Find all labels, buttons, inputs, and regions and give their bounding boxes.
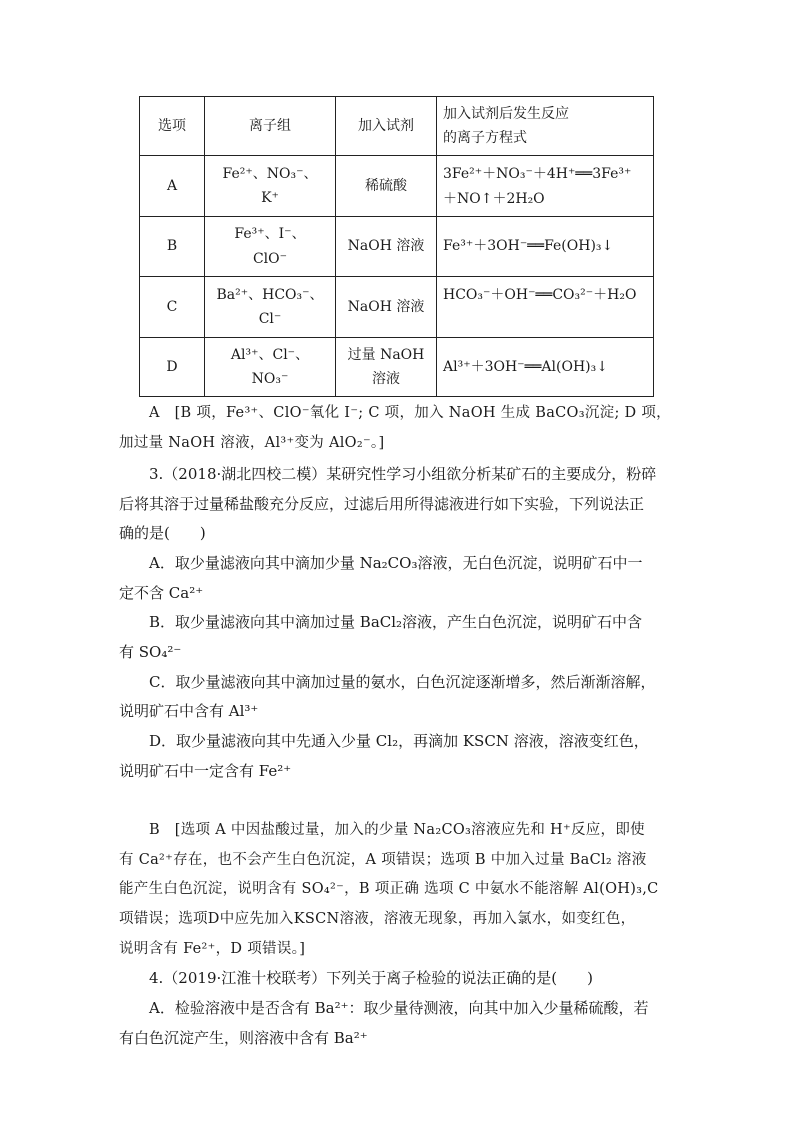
q3-option-a-line2: 定不含 Ca²⁺ (119, 584, 204, 602)
row-reagent: NaOH 溶液 (336, 217, 437, 277)
table-row (140, 338, 654, 397)
q3-answer-line4: 项错误；选项D中应先加入KSCN溶液，溶液无现象，再加入氯水，如变红色， (119, 911, 636, 927)
q3-stem-line2: 后将其溶于过量稀盐酸充分反应，过滤后用所得滤液进行如下实验，下列说法正 (119, 495, 645, 513)
ions-line1: Fe²⁺、NO₃⁻、 (222, 165, 318, 182)
q3-stem-line1: 3.（2018·湖北四校二模）某研究性学习小组欲分析某矿石的主要成分，粉碎 (149, 465, 657, 483)
answer2-line2: 加过量 NaOH 溶液，Al³⁺变为 AlO₂⁻。] (119, 435, 385, 451)
row-equation: Fe³⁺＋3OH⁻══Fe(OH)₃↓ (437, 217, 654, 277)
table-header-row (140, 97, 654, 156)
row-option: C (140, 277, 205, 338)
reagent-line1: 过量 NaOH (347, 346, 425, 363)
q3-option-b-line1: B．取少量滤液向其中滴加过量 BaCl₂溶液，产生白色沉淀，说明矿石中含 (149, 613, 643, 631)
q3-option-c-line1: C．取少量滤液向其中滴加过量的氨水，白色沉淀逐渐增多，然后渐渐溶解， (149, 673, 656, 691)
row-equation: Al³⁺＋3OH⁻══Al(OH)₃↓ (437, 338, 654, 397)
q4-stem: 4.（2019·江淮十校联考）下列关于离子检验的说法正确的是( ) (149, 969, 593, 987)
q3-option-b-line2: 有 SO₄²⁻ (119, 643, 182, 661)
row-option: D (140, 338, 205, 397)
reagent-line2: 溶液 (372, 371, 400, 387)
header-equation (437, 97, 654, 156)
q4-option-a-line2: 有白色沉淀产生，则溶液中含有 Ba²⁺ (119, 1029, 368, 1047)
table-row (140, 277, 654, 338)
equation-line2: ＋NO↑＋2H₂O (443, 190, 545, 207)
table-row (140, 156, 654, 217)
ions-line2: Cl⁻ (258, 311, 282, 327)
row-reagent: 稀硫酸 (336, 156, 437, 217)
ions-line1: Ba²⁺、HCO₃⁻、 (216, 286, 324, 303)
ion-table (139, 96, 654, 397)
ions-line1: Fe³⁺、I⁻、 (234, 226, 306, 242)
q3-answer-line2: 有 Ca²⁺存在，也不会产生白色沉淀，A 项错误；选项 B 中加入过量 BaCl₂ 溶液 (119, 852, 647, 868)
q3-answer-line5: 说明含有 Fe²⁺，D 项错误。] (119, 941, 306, 957)
answer2-line1: A [B 项，Fe³⁺、ClO⁻氧化 I⁻; C 项，加入 NaOH 生成 BaCO₃沉淀; D 项， (149, 405, 671, 421)
equation-line1: 3Fe²⁺＋NO₃⁻＋4H⁺══3Fe³⁺ (443, 166, 632, 182)
row-ions (205, 217, 336, 277)
ions-line2: K⁺ (261, 190, 279, 206)
ions-line2: ClO⁻ (252, 250, 288, 267)
row-ions (205, 338, 336, 397)
ions-line1: Al³⁺、Cl⁻、 (230, 346, 310, 363)
row-option: B (140, 217, 205, 277)
header-equation-line1: 加入试剂后发生反应 (443, 105, 569, 122)
row-option: A (140, 156, 205, 217)
table-row (140, 217, 654, 277)
row-ions (205, 156, 336, 217)
ions-line2: NO₃⁻ (251, 371, 289, 387)
row-equation (437, 156, 654, 217)
q3-option-d-line1: D．取少量滤液向其中先通入少量 Cl₂，再滴加 KSCN 溶液，溶液变红色， (149, 732, 649, 750)
q3-option-c-line2: 说明矿石中含有 Al³⁺ (119, 702, 259, 720)
q4-option-a-line1: A．检验溶液中是否含有 Ba²⁺：取少量待测液，向其中加入少量稀硫酸，若 (149, 999, 649, 1017)
header-option: 选项 (140, 97, 205, 156)
row-equation: HCO₃⁻＋OH⁻══CO₃²⁻＋H₂O (437, 277, 654, 338)
row-reagent (336, 338, 437, 397)
header-reagent: 加入试剂 (336, 97, 437, 156)
q3-option-d-line2: 说明矿石中一定含有 Fe²⁺ (119, 762, 292, 780)
header-equation-line2: 的离子方程式 (443, 130, 527, 146)
header-ions: 离子组 (205, 97, 336, 156)
q3-stem-line3: 确的是( ) (119, 524, 206, 542)
q3-answer-line3: 能产生白色沉淀，说明含有 SO₄²⁻，B 项正确 选项 C 中氨水不能溶解 Al(OH)₃,C (119, 881, 659, 897)
row-reagent: NaOH 溶液 (336, 277, 437, 338)
row-ions (205, 277, 336, 338)
q3-answer-line1: B [选项 A 中因盐酸过量，加入的少量 Na₂CO₃溶液应先和 H⁺反应，即使 (149, 822, 645, 838)
q3-option-a-line1: A．取少量滤液向其中滴加少量 Na₂CO₃溶液，无白色沉淀，说明矿石中一 (149, 554, 643, 572)
